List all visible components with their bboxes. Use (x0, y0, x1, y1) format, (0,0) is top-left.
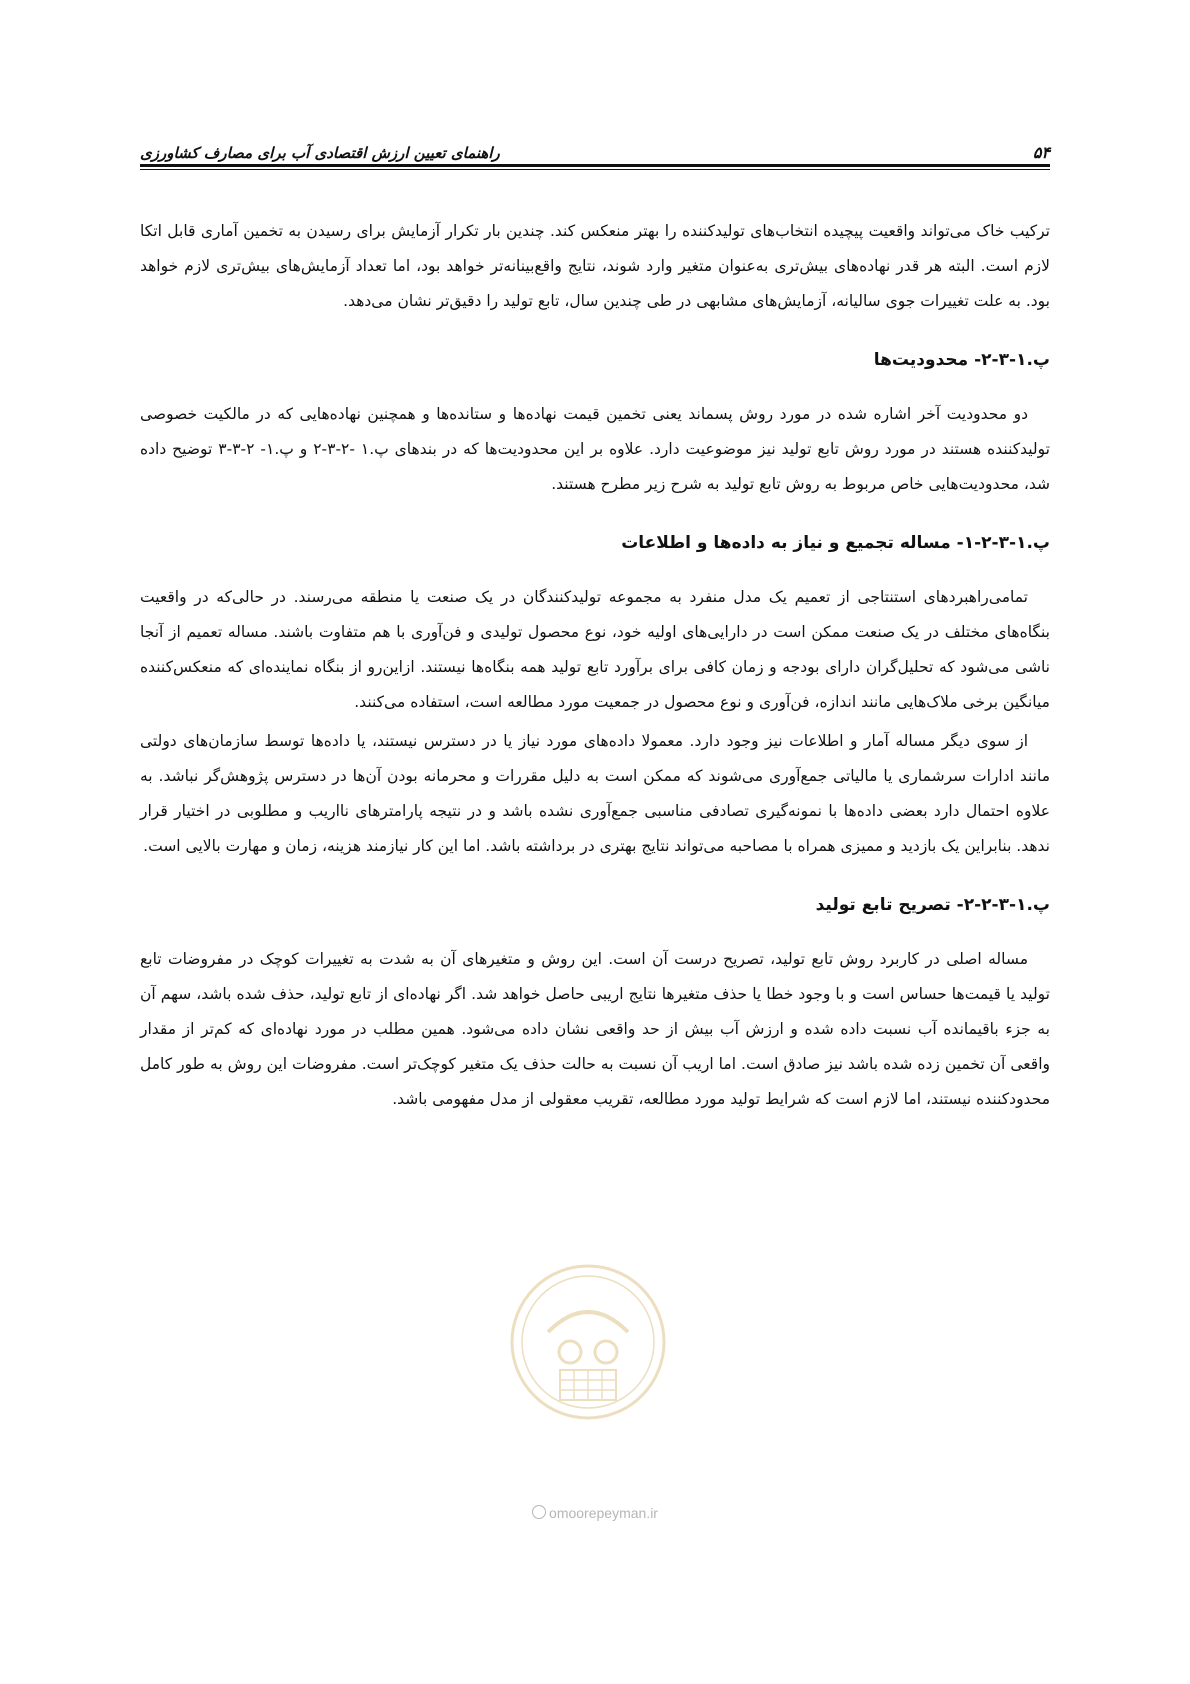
page-number: ۵۴ (1032, 143, 1050, 162)
watermark-seal-icon (508, 1262, 668, 1422)
running-title: راهنمای تعیین ارزش اقتصادی آب برای مصارف کشاورزی (140, 144, 500, 162)
section-heading-specification: پ.۱-۳-۲-۲- تصریح تابع تولید (815, 895, 1050, 915)
page-body (140, 214, 1050, 1117)
section-heading-limitations: پ.۱-۳-۲- محدودیت‌ها (873, 350, 1050, 370)
limitations-paragraph: دو محدودیت آخر اشاره شده در مورد روش پسماند یعنی تخمین قیمت نهاده‌ها و ستانده‌ها و همچنین نهاده‌هایی که در مالکیت خصوصی تولیدکننده هستند در مورد روش تابع تولید نیز موضوعیت دارد. علاوه بر این محدودیت‌ها که در بندهای پ.۱ -۲-۳-۲ و پ.۱- ۲-۳-۳ توضیح داده شد، محدودیت‌هایی خاص مربوط به روش تابع تولید به شرح زیر مطرح هستند. (140, 405, 1050, 493)
section-heading-aggregation: پ.۱-۳-۲-۱- مساله تجمیع و نیاز به داده‌ها و اطلاعات (621, 533, 1050, 553)
globe-icon (532, 1505, 546, 1519)
aggregation-paragraph-2: از سوی دیگر مساله آمار و اطلاعات نیز وجود دارد. معمولا داده‌های مورد نیاز یا در دسترس نیستند، یا داده‌ها توسط سازمان‌های دولتی مانند ادارات سرشماری یا مالیاتی جمع‌آوری می‌شوند که ممکن است به دلیل مقررات و محرمانه بودن آن‌ها در دسترس پژوهش‌گر نباشد. به علاوه احتمال دارد بعضی داده‌ها با نمونه‌گیری تصادفی مناسبی جمع‌آوری نشده باشد و در نتیجه پارامترهای نااریب و مطلوبی در اختیار قرار ندهد. بنابراین یک بازدید و ممیزی همراه با مصاحبه می‌تواند نتایج بهتری در برداشته باشد. اما این کار نیازمند هزینه، زمان و مهارت بالایی است. (140, 732, 1050, 855)
aggregation-paragraph-1: تمامی‌راهبردهای استنتاجی از تعمیم یک مدل منفرد به مجموعه تولیدکنندگان در یک صنعت یا منطقه می‌رسند. در حالی‌که در واقعیت بنگاه‌های مختلف در یک صنعت ممکن است در دارایی‌های اولیه خود، نوع محصول تولیدی و فن‌آوری با هم متفاوت باشند. مساله تعمیم از آنجا ناشی می‌شود که تحلیل‌گران دارای بودجه و زمان کافی برای برآورد تابع تولید همه بنگاه‌ها نیستند. ازاین‌رو از بنگاه نماینده‌ای که منعکس‌کننده میانگین برخی ملاک‌هایی مانند اندازه، فن‌آوری و نوع محصول در جمعیت مورد مطالعه است، استفاده می‌کنند. (140, 588, 1050, 711)
intro-paragraph: ترکیب خاک می‌تواند واقعیت پیچیده انتخاب‌های تولیدکننده را بهتر منعکس کند. چندین بار تکرار آزمایش برای رسیدن به تخمین آماری قابل اتکا لازم است. البته هر قدر نهاده‌های بیش‌تری به‌عنوان متغیر وارد شوند، نتایج واقع‌بینانه‌تر خواهد بود، اما تعداد آزمایش‌های بیش‌تری لازم خواهد بود. به علت تغییرات جوی سالیانه، آزمایش‌های مشابهی در طی چندین سال، تابع تولید را دقیق‌تر نشان می‌دهد. (140, 222, 1050, 310)
watermark-url: omoorepeyman.ir (549, 1505, 658, 1521)
specification-paragraph: مساله اصلی در کاربرد روش تابع تولید، تصریح درست آن است. این روش و متغیرهای آن به شدت به تغییرات کوچک در مفروضات تابع تولید یا قیمت‌ها حساس است و با وجود خطا یا حذف متغیرها نتایج اریبی حاصل خواهد شد. اگر نهاده‌ای از تابع تولید، حذف شده باشد، سهم آن به جزء باقیمانده آب نسبت داده شده و ارزش آب بیش از حد واقعی نشان داده می‌شود. همین مطلب در مورد نهاده‌ای که کم‌تر از مقدار واقعی آن تخمین زده شده باشد نیز صادق است. اما اریب آن نسبت به حالت حذف یک متغیر کوچک‌تر است. مفروضات این روش به طور کامل محدودکننده نیستند، اما لازم است که شرایط تولید مورد مطالعه، تقریب معقولی از مدل مفهومی باشد. (140, 950, 1050, 1108)
header-rule-thin (140, 169, 1050, 170)
footer-watermark (0, 1505, 1190, 1521)
running-header (140, 128, 1050, 162)
header-rule-thick (140, 164, 1050, 167)
